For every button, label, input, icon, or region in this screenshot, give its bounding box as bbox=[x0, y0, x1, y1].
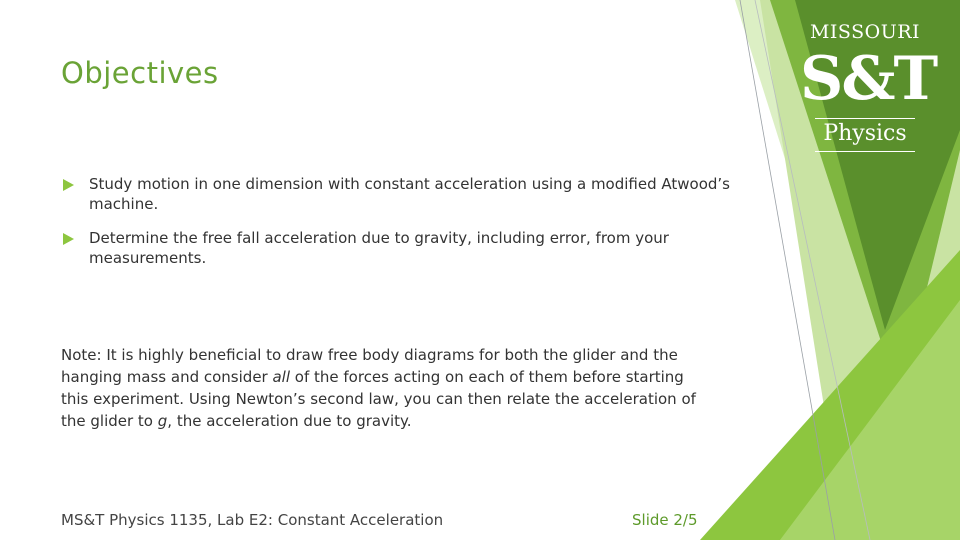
logo-missouri-text: MISSOURI bbox=[809, 21, 921, 43]
missouri-st-physics-logo bbox=[800, 18, 937, 152]
slide-title: Objectives bbox=[61, 56, 219, 90]
triangle-bullet-icon bbox=[62, 179, 74, 191]
note-emphasis-all: all bbox=[272, 368, 291, 386]
note-text-3: , the acceleration due to gravity. bbox=[167, 412, 412, 430]
logo-physics-text: Physics bbox=[823, 121, 907, 146]
note-text-1: Note: It is highly beneficial to draw free body diagrams for both the glider and the hanging mass and consider bbox=[61, 346, 678, 386]
footer-text: MS&T Physics 1135, Lab E2: Constant Acceleration bbox=[61, 511, 444, 529]
triangle-bullet-icon bbox=[62, 233, 74, 245]
note-text-2: of the forces acting on each of them before starting this experiment. Using Newton’s second law, you can then relate the acceleration of the glider to bbox=[61, 368, 696, 430]
objectives-list bbox=[62, 174, 742, 282]
note-emphasis-g: g bbox=[157, 412, 168, 430]
logo-st-mark: S&T bbox=[800, 44, 937, 114]
note-paragraph bbox=[61, 344, 711, 432]
slide-number: Slide 2/5 bbox=[632, 511, 698, 529]
objective-item bbox=[62, 228, 742, 268]
objective-item bbox=[62, 174, 742, 214]
objective-text: Determine the free fall acceleration due to gravity, including error, from your measurements. bbox=[89, 229, 669, 267]
logo-rule-bottom bbox=[815, 151, 915, 152]
objective-text: Study motion in one dimension with constant acceleration using a modified Atwood’s machine. bbox=[89, 175, 730, 213]
